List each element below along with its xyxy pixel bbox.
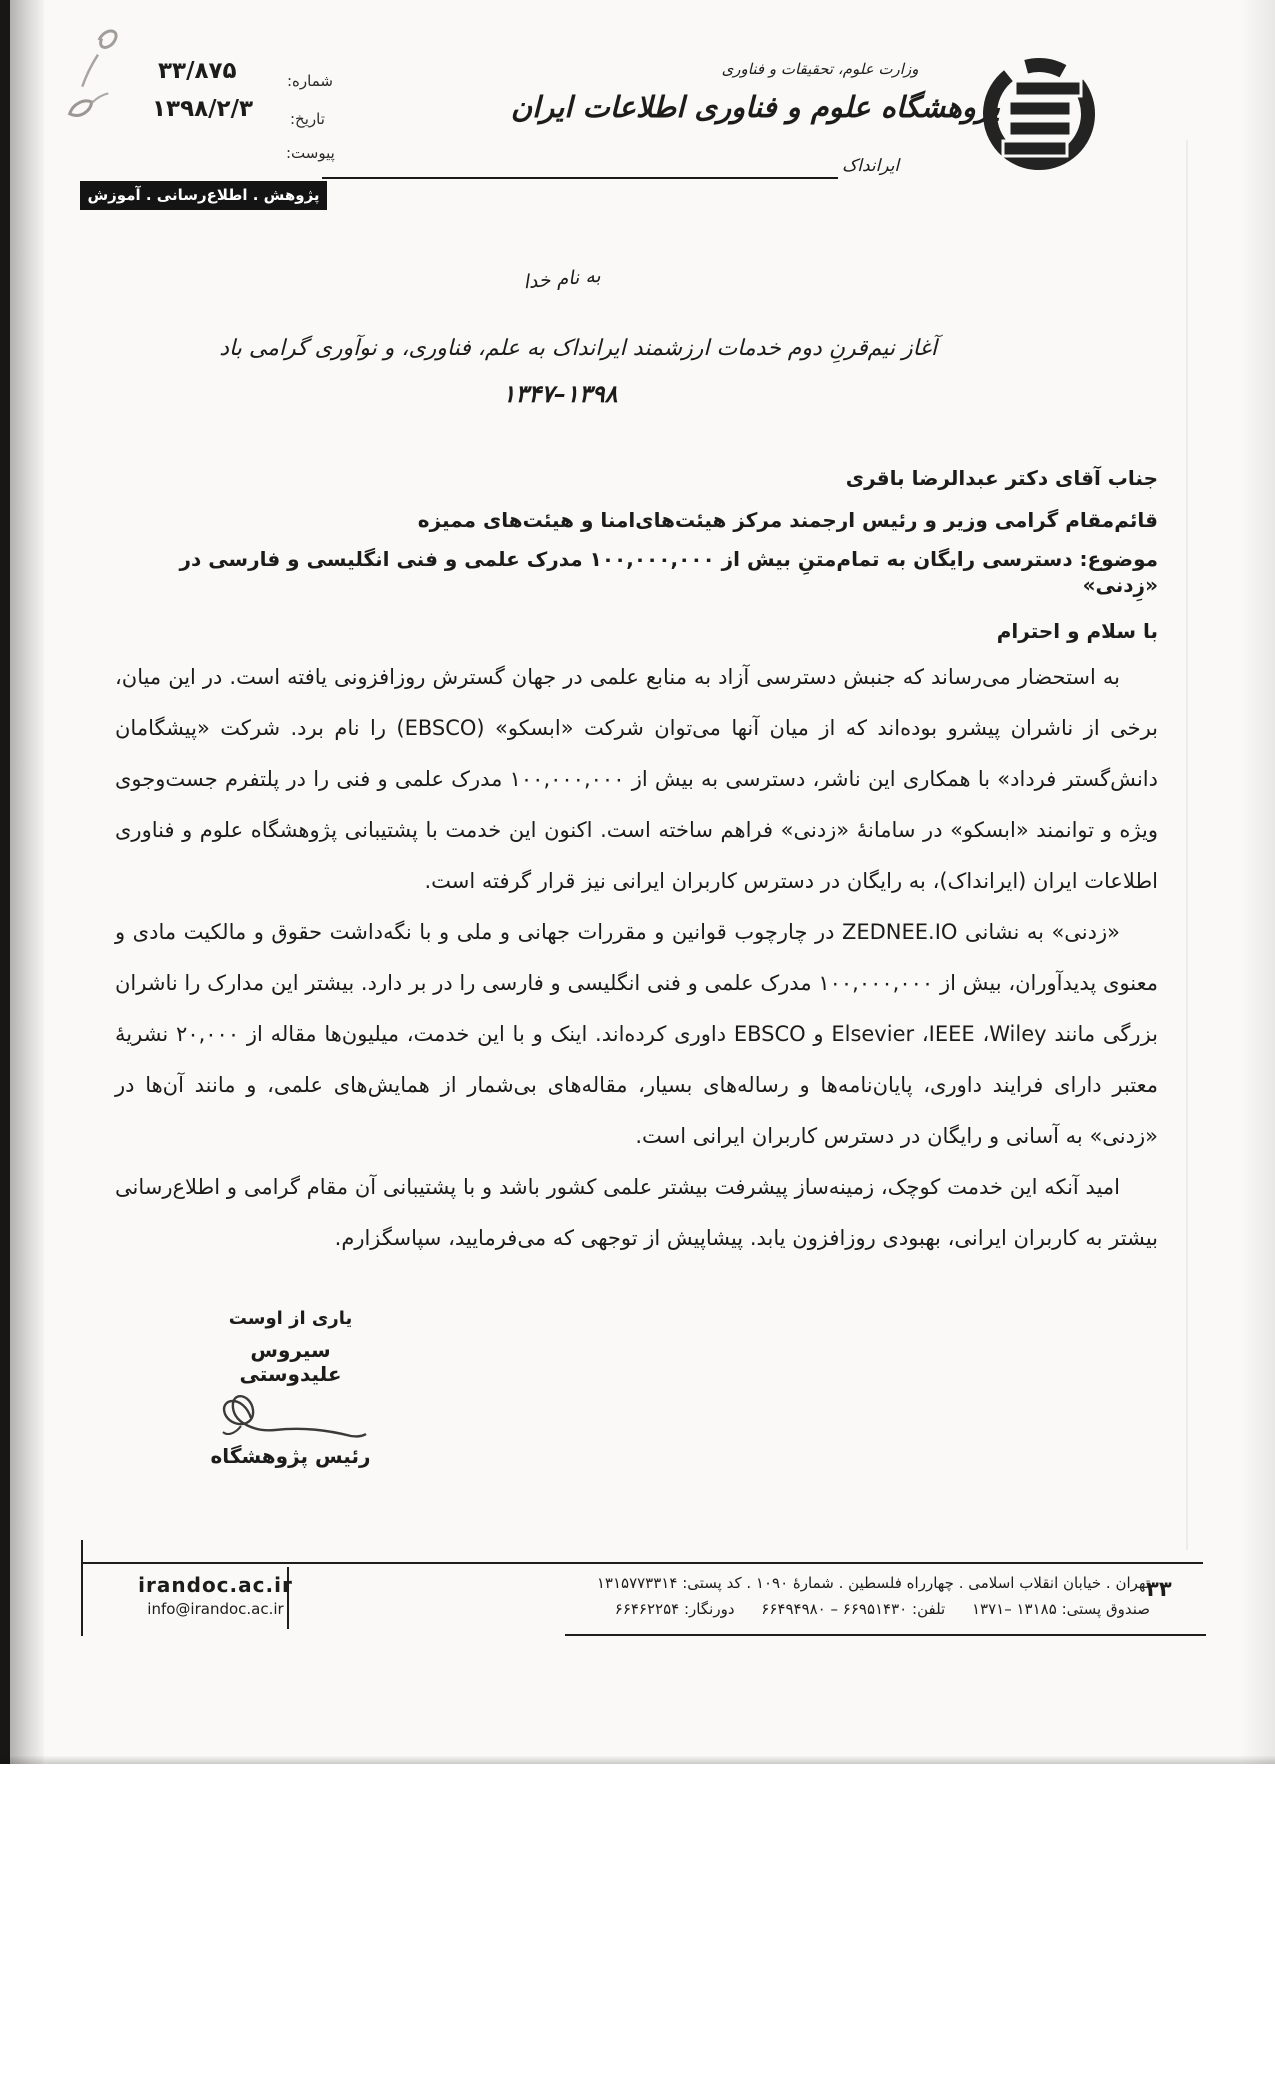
footer-email: info@irandoc.ac.ir — [147, 1600, 284, 1618]
letter-date-value: ۱۳۹۸/۲/۳ — [152, 96, 254, 122]
footer-contacts-line — [575, 1600, 1150, 1618]
paper-bottom-edge — [0, 1756, 1275, 1764]
anniversary-years: ۱۳۴۷–۱۳۹۸ — [502, 380, 618, 408]
scanner-edge-gradient — [10, 0, 44, 1764]
pencil-annotation-icon — [32, 7, 176, 159]
body-paragraph: به استحضار می‌رساند که جنبش دسترسی آزاد به منابع علمی در جهان گسترش روزافزونی یافته است. در این میان، برخی از ناشران پیشرو بوده‌اند که از میان آنها می‌توان شرکت «ابسکو» (EBSCO) را نام برد. شرکت «پیشگامان دانش‌گستر فرداد» با همکاری این ناشر، دسترسی به بیش از ۱۰۰,۰۰۰,۰۰۰ مدرک علمی و فنی را در پلتفرم جست‌وجوی ویژه و توانمند «ابسکو» در سامانهٔ «زدنی» فراهم ساخته است. اکنون این خدمت با پشتیبانی پژوهشگاه علوم و فناوری اطلاعات ایران (ایرانداک)، به رایگان در دسترس کاربران ایرانی نیز قرار گرفته است. — [115, 665, 1158, 893]
footer-bottom-rule — [565, 1634, 1206, 1636]
footer-fax-value: ۶۶۴۶۲۲۵۴ — [614, 1600, 680, 1618]
page-number: ۳۳ — [1146, 1577, 1172, 1601]
body-paragraph: امید آنکه این خدمت کوچک، زمینه‌ساز پیشرفت بیشتر علمی کشور باشد و با پشتیبانی آن مقام گرامی و اطلاع‌رسانی بیشتر به کاربران ایرانی، بهبودی روزافزون یابد. پیشاپیش از توجهی که می‌فرمایید، سپاسگزارم. — [115, 1175, 1158, 1250]
paper-crease-line — [1186, 140, 1188, 1550]
paper-right-shading — [1240, 0, 1275, 1764]
letterhead-rule — [322, 177, 838, 179]
footer-phone-value: ۶۶۴۹۴۹۸۰ – ۶۶۹۵۱۴۳۰ — [761, 1600, 908, 1618]
signature-scribble-icon — [211, 1386, 371, 1442]
recipient-block — [118, 465, 1158, 598]
body-paragraph: «زدنی» به نشانی ZEDNEE.IO در چارچوب قوانین و مقررات جهانی و ملی و با نگه‌داشت حقوق و مالکیت مادی و معنوی پدیدآوران، بیش از ۱۰۰,۰۰۰,۰۰۰ مدرک علمی و فنی انگلیسی و فارسی را در بر دارد. بیشتر این مدارک را ناشران بزرگی مانند Wiley،‏ IEEE،‏ Elsevier و EBSCO داوری کرده‌اند. اینک و با این خدمت، میلیون‌ها مقاله از ۲۰,۰۰۰ نشریهٔ معتبر دارای فرایند داوری، پایان‌نامه‌ها و رساله‌های بسیار، مقاله‌های بی‌شمار از همایش‌های علمی، و مانند آن‌ها در «زدنی» به آسانی و رایگان در دسترس کاربران ایرانی است. — [115, 920, 1159, 1148]
subject-line: موضوع: دسترسی رایگان به تمام‌متنِ بیش از ۱۰۰,۰۰۰,۰۰۰ مدرک علمی و فنی انگلیسی و فارسی در «زِدنی» — [179, 547, 1158, 597]
footer-fax — [615, 1600, 735, 1618]
signatory-name: سیروس علیدوستی — [239, 1338, 342, 1386]
attachment-label: پیوست: — [286, 144, 335, 162]
letter-number-value: ۳۳/۸۷۵ — [158, 58, 237, 84]
institute-short-name: ایرانداک — [842, 156, 900, 176]
recipient-name: جناب آقای دکتر عبدالرضا باقری — [845, 466, 1158, 490]
ministry-name: وزارت علوم، تحقیقات و فناوری — [721, 60, 919, 78]
services-banner: پژوهش . اطلاع‌رسانی . آموزش — [80, 181, 327, 210]
recipient-title: قائم‌مقام گرامی وزیر و رئیس ارجمند مرکز هیئت‌های‌امنا و هیئت‌های ممیزه — [417, 508, 1158, 532]
footer-left-border — [81, 1540, 83, 1636]
salutation: با سلام و احترام — [996, 619, 1158, 643]
footer-website: irandoc.ac.ir — [138, 1573, 293, 1597]
irandoc-ring-logo-icon — [977, 50, 1101, 176]
institute-name: پژوهشگاه علوم و فناوری اطلاعات ایران — [510, 90, 1000, 124]
letter-body — [115, 652, 1158, 1264]
anniversary-slogan: آغاز نیم‌قرنِ دوم خدمات ارزشمند ایرانداک به علم، فناوری، و نوآوری گرامی باد — [219, 336, 937, 361]
footer-pobox — [972, 1600, 1150, 1618]
signature-invocation: یاری از اوست — [228, 1308, 353, 1329]
footer-pobox-label: صندوق پستی: — [1061, 1600, 1150, 1618]
scanner-edge-shadow — [0, 0, 10, 1764]
footer-fax-label: دورنگار: — [684, 1600, 735, 1618]
signature-block — [203, 1308, 378, 1468]
letter-date-label: تاریخ: — [290, 110, 325, 128]
bismillah: به نام خدا — [522, 264, 602, 294]
footer-contact-block — [575, 1574, 1150, 1618]
footer-web-block — [138, 1573, 293, 1618]
footer-address: تهران . خیابان انقلاب اسلامی . چهارراه فلسطین . شمارهٔ ۱۰۹۰ . کد پستی: ۱۳۱۵۷۷۳۳۱۴ — [596, 1574, 1150, 1592]
footer-phone-label: تلفن: — [912, 1600, 946, 1618]
letter-number-label: شماره: — [287, 72, 333, 90]
footer-top-rule — [82, 1562, 1203, 1564]
signatory-role: رئیس پژوهشگاه — [210, 1444, 371, 1468]
footer-phone — [761, 1600, 945, 1618]
footer-pobox-value: ۱۳۷۱– ۱۳۱۸۵ — [972, 1600, 1057, 1618]
